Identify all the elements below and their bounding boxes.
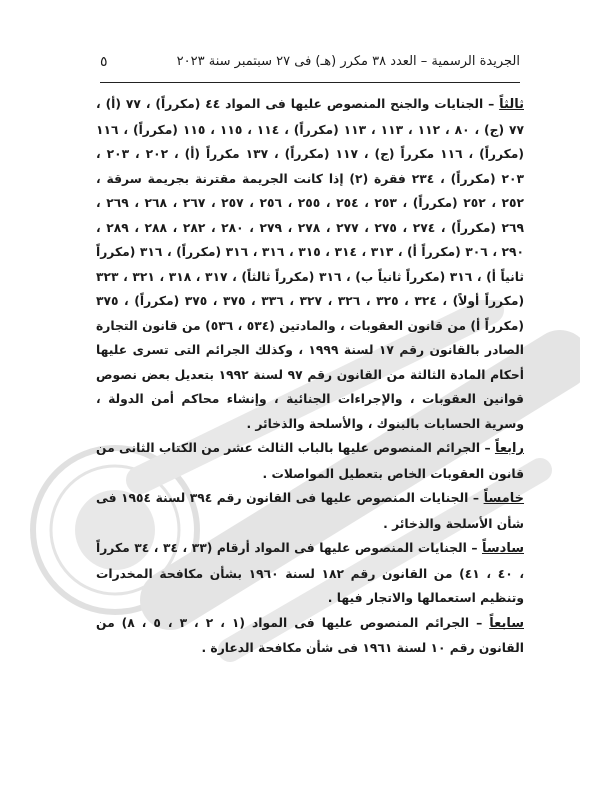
paragraph-text: – الجنايات المنصوص عليها فى المواد أرقام (٣٣ ، ٣٤ ، ٣٤ مكرراً ، ٤٠ ، ٤١) من القانون رقم ١٨٢ لسنة ١٩٦٠ بشأن مكافحة المخدرات وتنظيم استعمالها والاتجار فيها . xyxy=(96,541,525,605)
page-number: ٥ xyxy=(100,54,108,70)
header-divider xyxy=(100,82,520,83)
paragraph-text: – الجنايات والجنح المنصوص عليها فى المواد ٤٤ (مكرراً) ، ٧٧ (أ) ، ٧٧ (ج) ، ٨٠ ، ١١٢ ، ١١٣ ، ١١٣ (مكرراً) ، ١١٤ ، ١١٥ ، ١١٥ (مكرراً) ، ١١٦ (مكرراً) ، ١١٦ مكرراً (ج) ، ١١٧ (مكرراً) ، ١٣٧ مكرراً (أ) ، ٢٠٢ ، ٢٠٣ ، ٢٠٣ (مكرراً) ، ٢٣٤ فقرة (٢) إذا كانت الجريمة مقترنة بجريمة سرقة ، ٢٥٢ ، ٢٥٢ (مكرراً) ، ٢٥٣ ، ٢٥٤ ، ٢٥٥ ، ٢٥٦ ، ٢٥٧ ، ٢٦٧ ، ٢٦٨ ، ٢٦٩ ، ٢٦٩ (مكرراً) ، ٢٧٤ ، ٢٧٥ ، ٢٧٧ ، ٢٧٨ ، ٢٧٩ ، ٢٨٠ ، ٢٨٢ ، ٢٨٨ ، ٢٨٩ ، ٢٩٠ ، ٣٠٦ (مكرراً أ) ، ٣١٣ ، ٣١٤ ، ٣١٥ ، ٣١٦ ، ٣١٦ (مكرراً) ، ٣١٦ (مكرراً ثانياً أ) ، ٣١٦ (مكرراً ثانياً ب) ، ٣١٦ (مكرراً ثالثاً) ، ٣١٧ ، ٣١٨ ، ٣٢١ ، ٣٢٣ (مكرراً أولاً) ، ٣٢٤ ، ٣٢٥ ، ٣٢٦ ، ٣٢٧ ، ٣٣٦ ، ٣٧٥ ، ٣٧٥ (مكرراً) ، ٣٧٥ (مكرراً أ) من قانون العقوبات ، والمادتين (٥٣٤ ، ٥٣٦) من قانون التجارة الصادر بالقانون رقم ١٧ لسنة ١٩٩٩ ، وكذلك الجرائم التى تسرى عليها أحكام المادة الثالثة من القانون رقم ٩٧ لسنة ١٩٩٢ بتعديل بعض نصوص قوانين العقوبات ، والإجراءات الجنائية ، وإنشاء محاكم أمن الدولة ، وسرية الحسابات بالبنوك ، والأسلحة والذخائر . xyxy=(96,97,525,431)
paragraph-label: سابعاً xyxy=(489,615,524,631)
paragraph-seventh xyxy=(96,611,524,661)
paragraph-label: ثالثاً xyxy=(499,97,524,112)
document-body xyxy=(96,92,524,661)
paragraph-text: – الجرائم المنصوص عليها فى المواد (١ ، ٢ ، ٣ ، ٥ ، ٨) من القانون رقم ١٠ لسنة ١٩٦١ فى شأن مكافحة الدعارة . xyxy=(96,615,524,655)
gazette-title: الجريدة الرسمية – العدد ٣٨ مكرر (هـ) فى ٢٧ سبتمبر سنة ٢٠٢٣ xyxy=(176,54,520,69)
paragraph-third xyxy=(96,92,524,436)
paragraph-fifth xyxy=(96,486,524,536)
paragraph-sixth xyxy=(96,536,524,611)
paragraph-fourth xyxy=(96,436,524,486)
paragraph-label: رابعاً xyxy=(494,441,524,456)
paragraph-text: – الجرائم المنصوص عليها بالباب الثالث عشر من الكتاب الثانى من قانون العقوبات الخاص بتعطيل المواصلات . xyxy=(96,441,524,481)
paragraph-text: – الجنايات المنصوص عليها فى القانون رقم ٣٩٤ لسنة ١٩٥٤ فى شأن الأسلحة والذخائر . xyxy=(96,491,524,531)
paragraph-label: خامساً xyxy=(483,491,525,506)
paragraph-label: سادساً xyxy=(481,541,524,556)
page-header xyxy=(100,50,520,74)
